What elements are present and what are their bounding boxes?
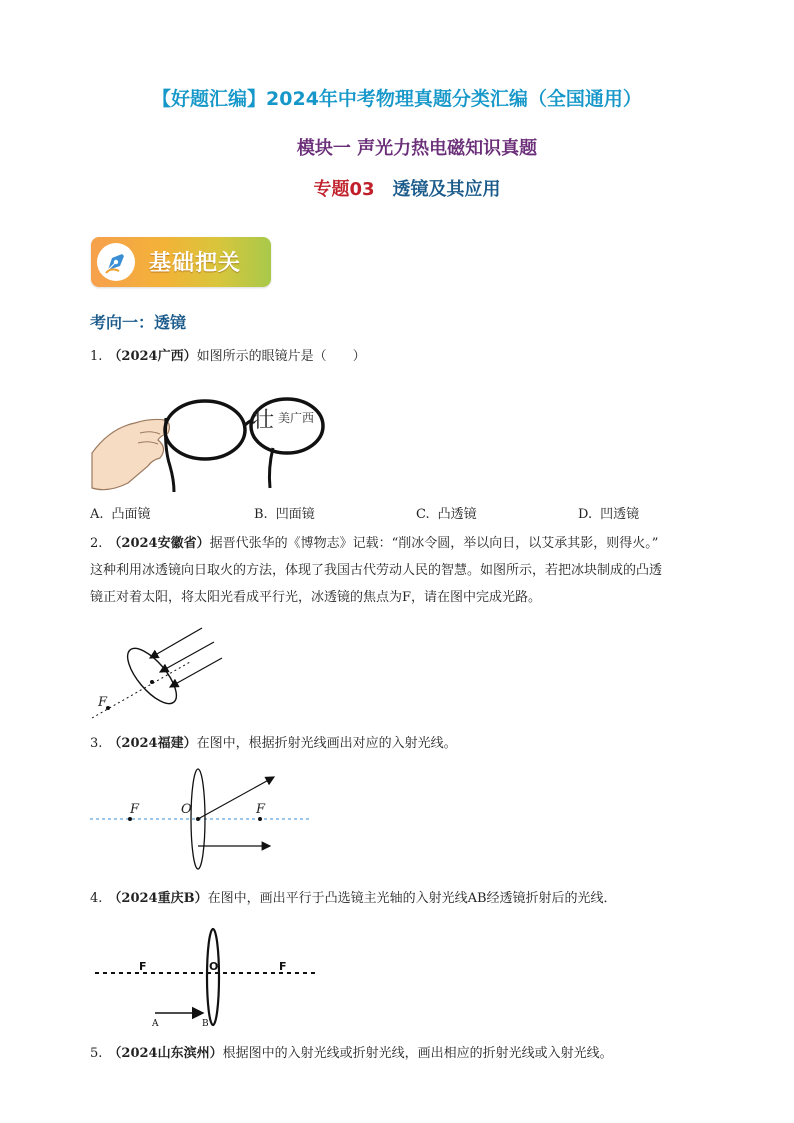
point-a-label: A	[152, 1019, 159, 1029]
question-text: 在图中，根据折射光线画出对应的入射光线。	[196, 736, 457, 751]
question-source: （2024福建）	[108, 736, 197, 751]
question-5	[90, 1040, 730, 1067]
glasses-figure	[90, 388, 350, 498]
hand-shape	[92, 419, 169, 489]
focus-right-label: F	[279, 960, 287, 973]
option-text: 凸面镜	[111, 507, 151, 522]
focus-right-label: F	[256, 802, 266, 817]
center-label: O	[181, 802, 192, 817]
question-number: 2.	[90, 536, 103, 551]
question-text: 根据图中的入射光线或折射光线，画出相应的折射光线或入射光线。	[222, 1046, 613, 1061]
section-badge	[91, 237, 271, 287]
question-2	[90, 530, 730, 611]
section-heading: 考向一：透镜	[90, 313, 187, 332]
center-label: O	[209, 960, 219, 973]
option-letter: D.	[578, 507, 593, 522]
question-number: 4.	[90, 891, 103, 906]
lens-figure-q3	[90, 765, 320, 875]
question-source: （2024重庆B）	[108, 891, 208, 906]
question-number: 5.	[90, 1046, 103, 1061]
ice-lens	[119, 641, 184, 711]
badge-label: 基础把关	[149, 251, 242, 276]
question-text-line: 据晋代张华的《博物志》记载：“削冰令圆，举以向日，以艾承其影，则得火。”	[209, 536, 659, 551]
question-1	[90, 343, 730, 370]
option-letter: A.	[90, 507, 104, 522]
question-4	[90, 885, 730, 912]
convex-lens	[207, 929, 219, 1025]
temple-right	[269, 448, 273, 488]
option-text: 凸透镜	[437, 507, 477, 522]
question-text: 在图中，画出平行于凸选镜主光轴的入射光线AB经透镜折射后的光线．	[207, 891, 617, 906]
option-letter: B.	[254, 507, 268, 522]
question-number: 1.	[90, 349, 103, 364]
point-b-label: B	[202, 1019, 209, 1029]
document-title: 【好题汇编】2024年中考物理真题分类汇编（全国通用）	[152, 88, 642, 110]
focus-left-label: F	[139, 960, 147, 973]
focus-left-dot	[128, 817, 132, 821]
question-line-2: 这种利用冰透镜向日取火的方法，体现了我国古代劳动人民的智慧。如图所示，若把冰块制成的凸透	[90, 563, 663, 578]
option-text: 凹面镜	[275, 507, 315, 522]
watermark-char: 壮	[252, 408, 275, 433]
topic-name: 透镜及其应用	[392, 179, 501, 200]
topic-code: 专题03	[313, 179, 375, 200]
topic-title	[0, 175, 794, 201]
ice-lens-figure	[90, 622, 240, 732]
watermark-text: 美广西	[278, 411, 315, 425]
pen-nib-icon	[97, 243, 135, 281]
question-source: （2024广西）	[108, 349, 197, 364]
question-line-1	[90, 530, 730, 557]
module-title: 模块一 声光力热电磁知识真题	[296, 138, 538, 159]
focus-label: F	[98, 695, 108, 710]
question-source: （2024山东滨州）	[108, 1046, 223, 1061]
option-text: 凹透镜	[600, 507, 640, 522]
question-line-3: 镜正对着太阳，将太阳光看成平行光，冰透镜的焦点为F，请在图中完成光路。	[90, 590, 542, 605]
focus-right-dot	[258, 817, 262, 821]
option-letter: C.	[416, 507, 430, 522]
question-3	[90, 730, 730, 757]
option-b[interactable]	[254, 503, 315, 522]
option-c[interactable]	[416, 503, 477, 522]
lens-figure-q4	[95, 925, 325, 1030]
question-number: 3.	[90, 736, 103, 751]
focus-left-label: F	[130, 802, 140, 817]
question-source: （2024安徽省）	[108, 536, 210, 551]
optical-center	[150, 680, 154, 684]
left-lens	[165, 401, 245, 459]
option-d[interactable]	[578, 503, 639, 522]
option-a[interactable]	[90, 503, 151, 522]
question-text: 如图所示的眼镜片是（ ）	[196, 349, 366, 364]
badge-icon-circle	[97, 243, 135, 281]
